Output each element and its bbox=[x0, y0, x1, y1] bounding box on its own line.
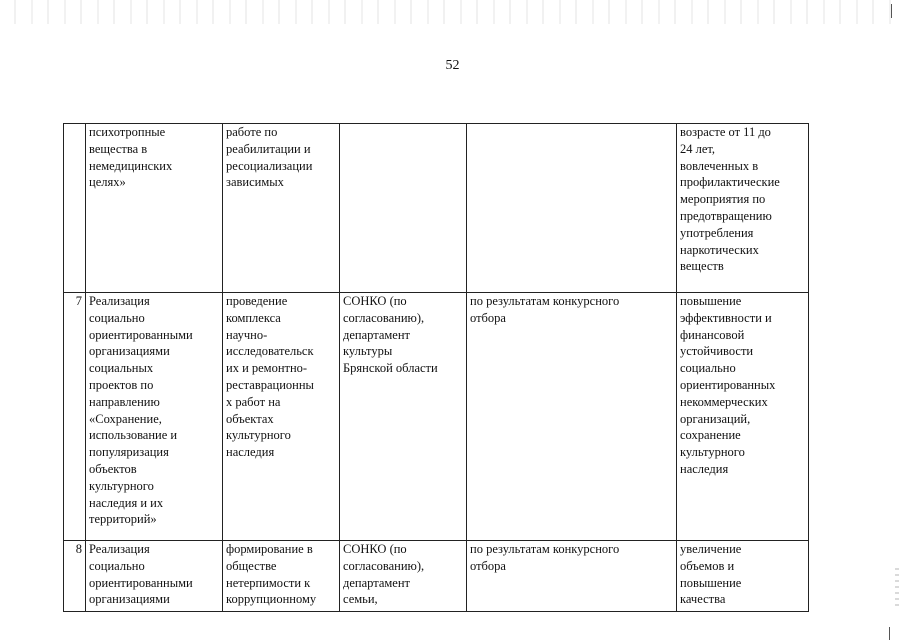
table-row bbox=[64, 293, 809, 541]
activity-cell: формирование в обществе нетерпимости к коррупционному bbox=[223, 541, 340, 612]
term-cell: по результатам конкурсного отбора bbox=[467, 293, 677, 541]
table-row bbox=[64, 124, 809, 293]
executor-cell: СОНКО (по согласованию), департамент семьи, bbox=[340, 541, 467, 612]
measures-table bbox=[63, 123, 809, 612]
measure-name-cell: Реализация социально ориентированными организациями социальных проектов по направлению «Сохранение, использование и популяризация объектов культурного наследия и их территорий» bbox=[86, 293, 223, 541]
result-cell: увеличение объемов и повышение качества bbox=[677, 541, 809, 612]
measure-name-cell: психотропные вещества в немедицинских целях» bbox=[86, 124, 223, 293]
executor-cell bbox=[340, 124, 467, 293]
activity-cell: работе по реабилитации и ресоциализации зависимых bbox=[223, 124, 340, 293]
term-cell: по результатам конкурсного отбора bbox=[467, 541, 677, 612]
row-number-cell bbox=[64, 124, 86, 293]
activity-cell: проведение комплекса научно- исследовательск их и ремонтно- реставрационны х работ на объектах культурного наследия bbox=[223, 293, 340, 541]
measure-name-cell: Реализация социально ориентированными организациями bbox=[86, 541, 223, 612]
page-number: 52 bbox=[445, 58, 460, 73]
result-cell: повышение эффективности и финансовой устойчивости социально ориентированных некоммерческих организаций, сохранение культурного наследия bbox=[677, 293, 809, 541]
term-cell bbox=[467, 124, 677, 293]
row-number-cell: 8 bbox=[64, 541, 86, 612]
scan-side-speck bbox=[895, 568, 899, 608]
scan-edge-mark-top bbox=[891, 4, 892, 18]
row-number-cell: 7 bbox=[64, 293, 86, 541]
table-row bbox=[64, 541, 809, 612]
scan-edge-mark-bottom bbox=[889, 627, 890, 640]
scan-noise-strip bbox=[0, 0, 905, 24]
executor-cell: СОНКО (по согласованию), департамент культуры Брянской области bbox=[340, 293, 467, 541]
result-cell: возрасте от 11 до 24 лет, вовлеченных в профилактические мероприятия по предотвращению употребления наркотических веществ bbox=[677, 124, 809, 293]
